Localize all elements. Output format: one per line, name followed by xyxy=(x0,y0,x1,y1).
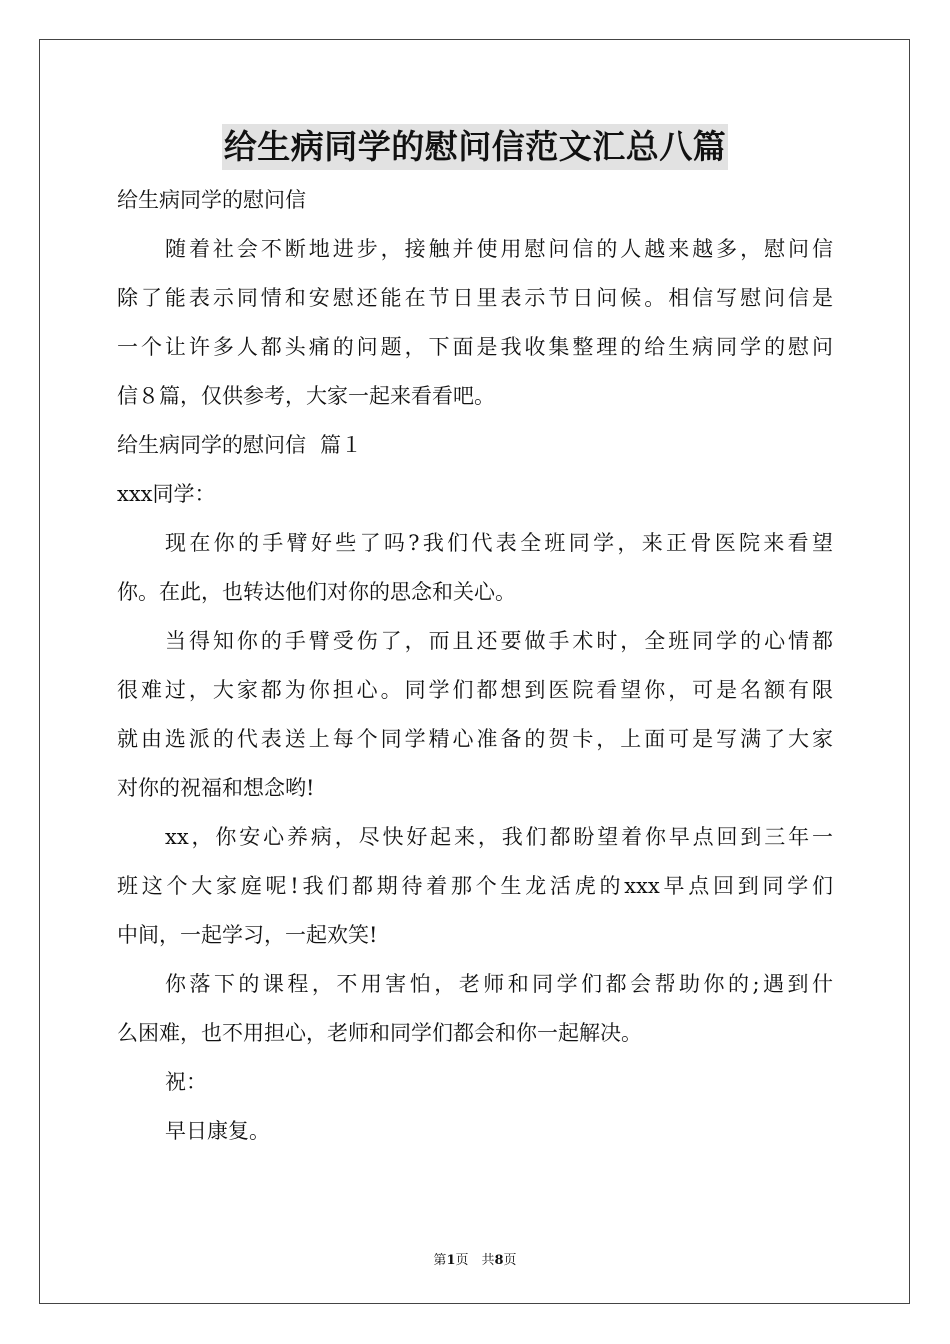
salutation: xxx同学： xyxy=(117,482,216,506)
footer-current-page: 1 xyxy=(446,1253,456,1268)
para3-line-1: xx，你安心养病，尽快好起来，我们都盼望着你早点回到三年一 xyxy=(165,825,833,849)
para2-line-1: 当得知你的手臂受伤了，而且还要做手术时，全班同学的心情都 xyxy=(165,629,833,653)
subheading: 给生病同学的慰问信 xyxy=(117,188,306,212)
para4-line-2: 么困难，也不用担心，老师和同学们都会和你一起解决。 xyxy=(117,1021,642,1045)
closing-wish: 祝： xyxy=(165,1070,207,1094)
intro-line-2: 除了能表示同情和安慰还能在节日里表示节日问候。相信写慰问信是 xyxy=(117,286,833,310)
section-heading-text: 给生病同学的慰问信 xyxy=(117,433,306,457)
para3-line-3: 中间，一起学习，一起欢笑! xyxy=(117,923,378,947)
document-title: 给生病同学的慰问信范文汇总八篇 xyxy=(222,124,729,170)
footer-total-pages: 8 xyxy=(494,1253,504,1268)
para1-line-1: 现在你的手臂好些了吗?我们代表全班同学，来正骨医院来看望 xyxy=(165,531,833,555)
intro-line-3: 一个让许多人都头痛的问题，下面是我收集整理的给生病同学的慰问 xyxy=(117,335,833,359)
section-heading xyxy=(117,421,833,470)
para4-line-1: 你落下的课程，不用害怕，老师和同学们都会帮助你的;遇到什 xyxy=(165,972,833,996)
para2-line-3: 就由选派的代表送上每个同学精心准备的贺卡，上面可是写满了大家 xyxy=(117,727,833,751)
para2-line-2: 很难过，大家都为你担心。同学们都想到医院看望你，可是名额有限 xyxy=(117,678,833,702)
para1-line-2: 你。在此，也转达他们对你的思念和关心。 xyxy=(117,580,516,604)
document-body xyxy=(117,176,833,1156)
para2-line-4: 对你的祝福和想念哟! xyxy=(117,776,315,800)
footer-prefix: 第 xyxy=(433,1253,447,1268)
footer-middle: 页 共 xyxy=(455,1253,495,1268)
title-container xyxy=(0,124,950,170)
page-footer xyxy=(0,1249,950,1268)
footer-suffix: 页 xyxy=(503,1253,517,1268)
para3-line-2: 班这个大家庭呢!我们都期待着那个生龙活虎的xxx早点回到同学们 xyxy=(117,874,833,898)
intro-line-4: 信８篇，仅供参考，大家一起来看看吧。 xyxy=(117,384,495,408)
section-number: 篇１ xyxy=(320,433,362,457)
intro-line-1: 随着社会不断地进步，接触并使用慰问信的人越来越多，慰问信 xyxy=(165,237,833,261)
closing-recovery: 早日康复。 xyxy=(165,1119,270,1143)
